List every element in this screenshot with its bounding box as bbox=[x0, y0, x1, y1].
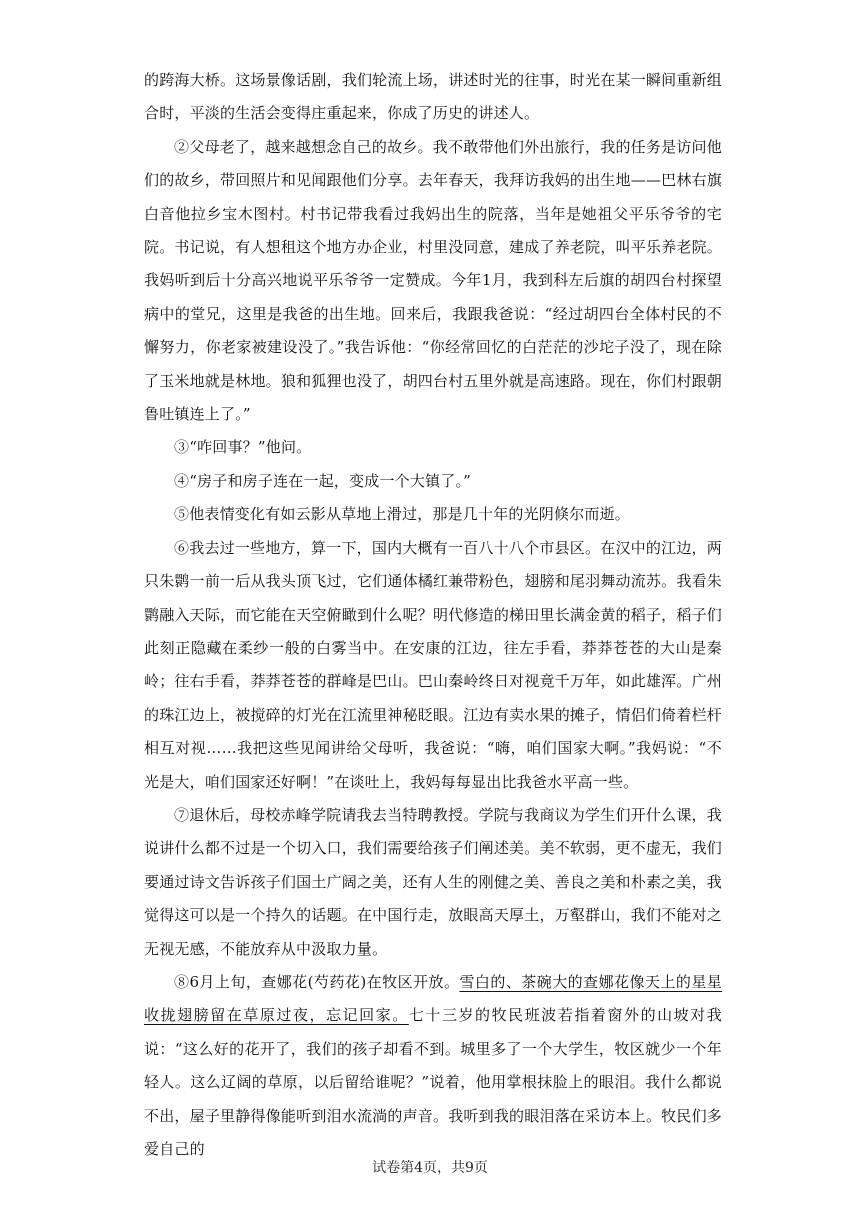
page-footer: 试卷第4页，共9页 bbox=[372, 1160, 488, 1176]
paragraph-8-rest: 七十三岁的牧民班波若指着窗外的山坡对我说：“这么好的花开了，我们的孩子却看不到。城里多了一个大学生，牧区就少一个年轻人。这么辽阔的草原，以后留给谁呢？”说着，他用掌根抹脸上的眼泪。我什么都说不出，屋子里静得像能听到泪水流淌的声音。我听到我的眼泪落在采访本上。牧民们多爱自己的 bbox=[144, 1006, 722, 1158]
paragraph-continuation: 的跨海大桥。这场景像话剧，我们轮流上场，讲述时光的往事，时光在某一瞬间重新组合时，平淡的生活会变得庄重起来，你成了历史的讲述人。 bbox=[144, 71, 722, 123]
paragraph-8 bbox=[144, 966, 722, 1166]
paragraph-3: ③“咋回事？”他问。 bbox=[174, 438, 312, 457]
paragraph-2: ②父母老了，越来越想念自己的故乡。我不敢带他们外出旅行，我的任务是访问他们的故乡，带回照片和见闻跟他们分享。去年春天，我拜访我妈的出生地——巴林右旗白音他拉乡宝木图村。村书记带我看过我妈出生的院落，当年是她祖父平乐爷爷的宅院。书记说，有人想租这个地方办企业，村里没同意，建成了养老院，叫平乐养老院。我妈听到后十分高兴地说平乐爷爷一定赞成。今年1月，我到科左后旗的胡四台村探望病中的堂兄，这里是我爸的出生地。回来后，我跟我爸说：“经过胡四台全体村民的不懈努力，你老家被建设没了。”我告诉他：“你经常回忆的白茫茫的沙坨子没了，现在除了玉米地就是林地。狼和狐狸也没了，胡四台村五里外就是高速路。现在，你们村跟朝鲁吐镇连上了。” bbox=[144, 137, 722, 424]
underlined-sentence: 雪白的、茶碗大的查娜花像天上的星星收拢翅膀留在草原过夜，忘记回家。 bbox=[144, 972, 723, 1025]
paragraph-5: ⑤他表情变化有如云影从草地上滑过，那是几十年的光阴倏尔而逝。 bbox=[174, 505, 631, 524]
paragraph-7: ⑦退休后，母校赤峰学院请我去当特聘教授。学院与我商议为学生们开什么课，我说讲什么都不过是一个切入口，我们需要给孩子们阐述美。美不软弱，更不虚无，我们要通过诗文告诉孩子们国土广阔之美，还有人生的刚健之美、善良之美和朴素之美，我觉得这可以是一个持久的话题。在中国行走，放眼高天厚土，万壑群山，我们不能对之无视无感，不能放弃从中汲取力量。 bbox=[144, 805, 722, 958]
document-body bbox=[144, 64, 722, 1166]
paragraph-6: ⑥我去过一些地方，算一下，国内大概有一百八十八个市县区。在汉中的江边，两只朱鹮一前一后从我头顶飞过，它们通体橘红兼带粉色，翅膀和尾羽舞动流苏。我看朱鹮融入天际，而它能在天空俯瞰到什么呢？明代修造的梯田里长满金黄的稻子，稻子们此刻正隐藏在柔纱一般的白雾当中。在安康的江边，往左手看，莽莽苍苍的大山是秦岭；往右手看，莽莽苍苍的群峰是巴山。巴山秦岭终日对视竟千万年，如此雄浑。广州的珠江边上，被搅碎的灯光在江流里神秘眨眼。江边有卖水果的摊子，情侣们倚着栏杆相互对视……我把这些见闻讲给父母听，我爸说：“嗨，咱们国家大啊。”我妈说：“不光是大，咱们国家还好啊！”在谈吐上，我妈每每显出比我爸水平高一些。 bbox=[144, 538, 722, 791]
paragraph-4: ④“房子和房子连在一起，变成一个大镇了。” bbox=[174, 471, 472, 490]
paragraph-8-intro: ⑧6月上旬，查娜花(芍药花)在牧区开放。 bbox=[174, 972, 460, 991]
